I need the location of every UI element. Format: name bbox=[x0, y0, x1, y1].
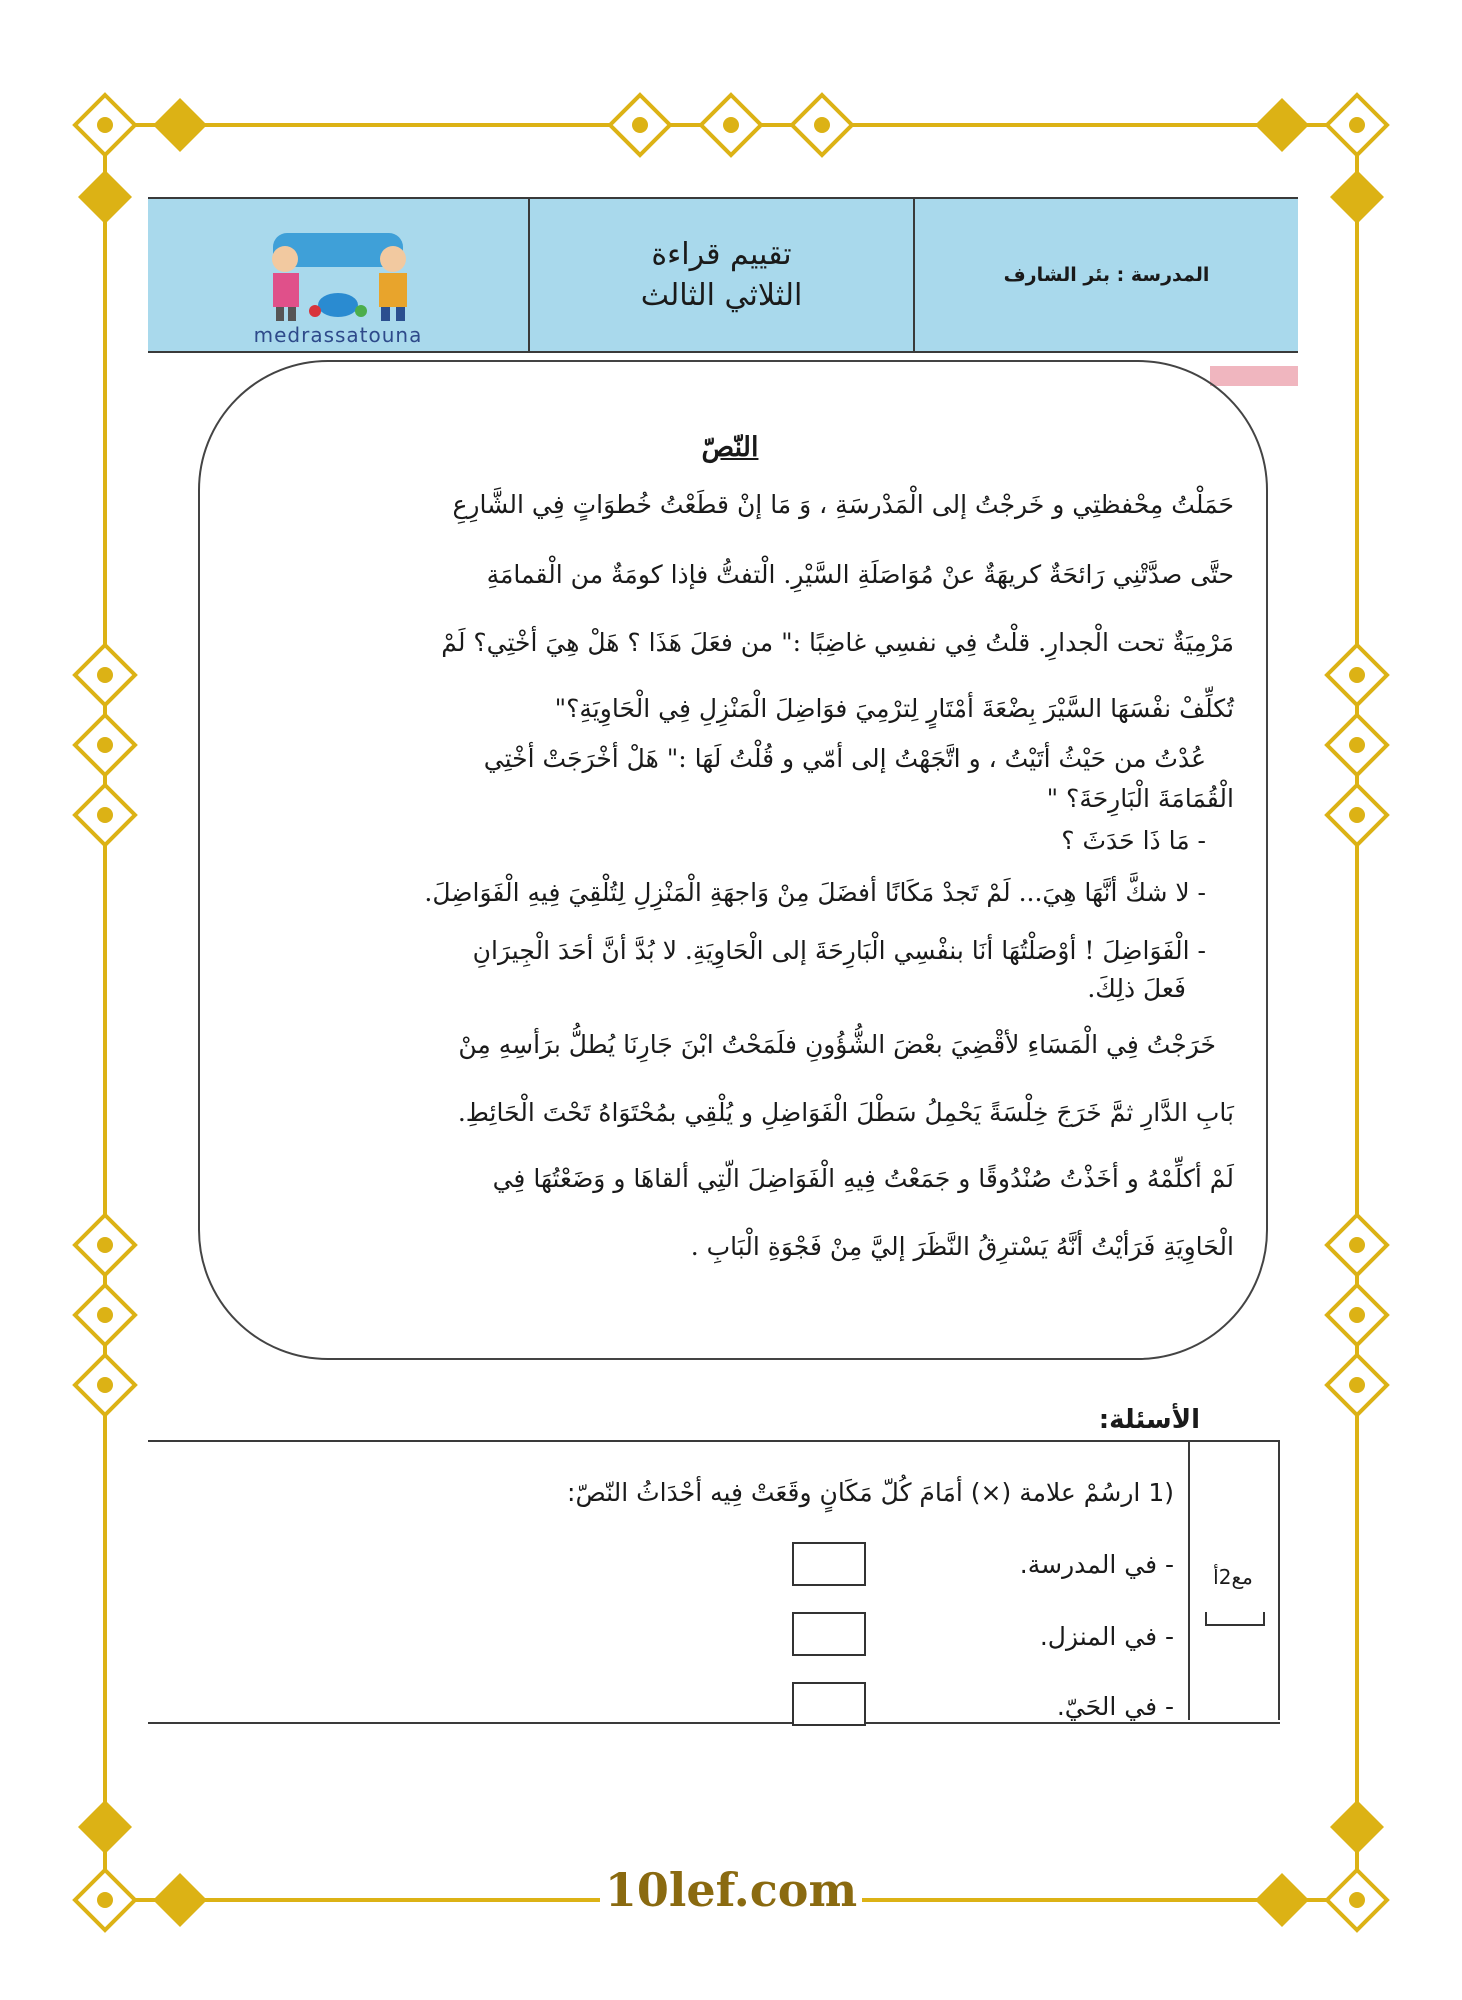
option-neighborhood: - في الحَيّ. bbox=[1056, 1692, 1174, 1721]
footer-watermark: 10lef.com bbox=[600, 1863, 862, 1917]
text-line: الْحَاوِيَةِ فَرَأيْتُ أنَّهُ يَسْترِقُ النَّظَرَ إليَّ مِنْ فَجْوَةِ الْبَابِ . bbox=[690, 1232, 1234, 1261]
score-bracket bbox=[1205, 1612, 1265, 1626]
page-title: تقييم قراءة bbox=[651, 237, 792, 272]
text-line: عُدْتُ من حَيْثُ أتَيْتُ ، و اتَّجَهْتُ إلى أمّي و قُلْتُ لَهَا :" هَلْ أخْرَجَتْ أخْتِي bbox=[483, 744, 1206, 773]
text-line: الْقُمَامَةَ الْبَارِحَةَ؟ " bbox=[1046, 784, 1234, 813]
text-line: - لا شكَّ أنَّهَا هِيَ... لَمْ تَجدْ مَكَانًا أفضَلَ مِنْ وَاجهَةِ الْمَنْزِلِ لِتُلْقِيَ فِيهِ الْفَوَاضِلَ. bbox=[424, 878, 1206, 907]
pink-strip bbox=[1210, 366, 1298, 386]
text-line: مَرْمِيَةٌ تحت الْجدارِ. قلْتُ فِي نفسِي غاضِبًا :" من فعَلَ هَذَا ؟ هَلْ هِيَ أخْتِي؟ لَمْ bbox=[441, 628, 1234, 657]
table-divider bbox=[1188, 1440, 1190, 1720]
criterion-label: مع2أ bbox=[1213, 1565, 1253, 1589]
answer-box-home[interactable] bbox=[792, 1612, 866, 1656]
logo-cell bbox=[148, 199, 528, 351]
text-line: حتَّى صدَّتْنِي رَائحَةٌ كريهَةٌ عنْ مُوَاصَلَةِ السَّيْرِ. الْتفتُّ فإذا كومَةٌ من الْقمامَةِ bbox=[486, 560, 1234, 589]
school-logo-icon bbox=[243, 223, 433, 323]
text-line: - الْفَوَاضِلَ ! أوْصَلْتُهَا أنَا بنفْسِي الْبَارِحَةَ إلى الْحَاوِيَةِ. لا بُدَّ أنَّ أحَدَ الْجِيرَانِ bbox=[472, 936, 1206, 965]
text-line: خَرَجْتُ فِي الْمَسَاءِ لأقْضِيَ بعْضَ الشُّؤُونِ فلَمَحْتُ ابْنَ جَارِنَا يُطلُّ برَأسِهِ مِنْ bbox=[458, 1030, 1216, 1059]
table-right-border bbox=[1278, 1440, 1280, 1720]
text-line: حَمَلْتُ مِحْفظتِي و خَرجْتُ إلى الْمَدْرسَةِ ، وَ مَا إنْ قطَعْتُ خُطوَاتٍ فِي الشَّارِعِ bbox=[452, 490, 1234, 519]
text-line: فَعلَ ذلِكَ. bbox=[1087, 974, 1186, 1003]
title-cell bbox=[528, 199, 913, 351]
text-line: لَمْ أكلِّمْهُ و أخَذْتُ صُنْدُوقًا و جَمَعْتُ فِيهِ الْفَوَاضِلَ الّتِي ألقاهَا و وَضَعْتُهَا فِي bbox=[492, 1164, 1234, 1193]
header-band bbox=[148, 197, 1298, 353]
text-title: النّصّ bbox=[701, 432, 759, 463]
answer-box-school[interactable] bbox=[792, 1542, 866, 1586]
question-1: (1 ارسُمْ علامة (×) أمَامَ كُلّ مَكَانٍ وقَعَتْ فِيه أحْدَاثُ النّصّ: bbox=[567, 1478, 1174, 1507]
school-name: المدرسة : بئر الشارف bbox=[1003, 264, 1210, 286]
text-line: - مَا ذَا حَدَثَ ؟ bbox=[1061, 826, 1206, 855]
answer-box-neighborhood[interactable] bbox=[792, 1682, 866, 1726]
questions-label: الأسئلة: bbox=[1098, 1405, 1200, 1435]
option-school: - في المدرسة. bbox=[1019, 1550, 1174, 1579]
text-line: بَابِ الدَّارِ ثمَّ خَرَجَ خِلْسَةً يَحْمِلُ سَطْلَ الْفَوَاضِلِ و يُلْقِي بمُحْتَوَاهُ تَحْتَ الْحَائِطِ. bbox=[457, 1098, 1234, 1127]
logo-caption: medrassatouna bbox=[253, 323, 423, 347]
option-home: - في المنزل. bbox=[1039, 1622, 1174, 1651]
text-line: تُكلِّفْ نفْسَهَا السَّيْرَ بِضْعَةَ أمْتَارٍ لِترْمِيَ فوَاضِلَ الْمَنْزِلِ فِي الْحَاوِيَةِ؟" bbox=[554, 694, 1234, 723]
school-cell bbox=[913, 199, 1298, 351]
page-subtitle: الثلاثي الثالث bbox=[640, 278, 803, 313]
